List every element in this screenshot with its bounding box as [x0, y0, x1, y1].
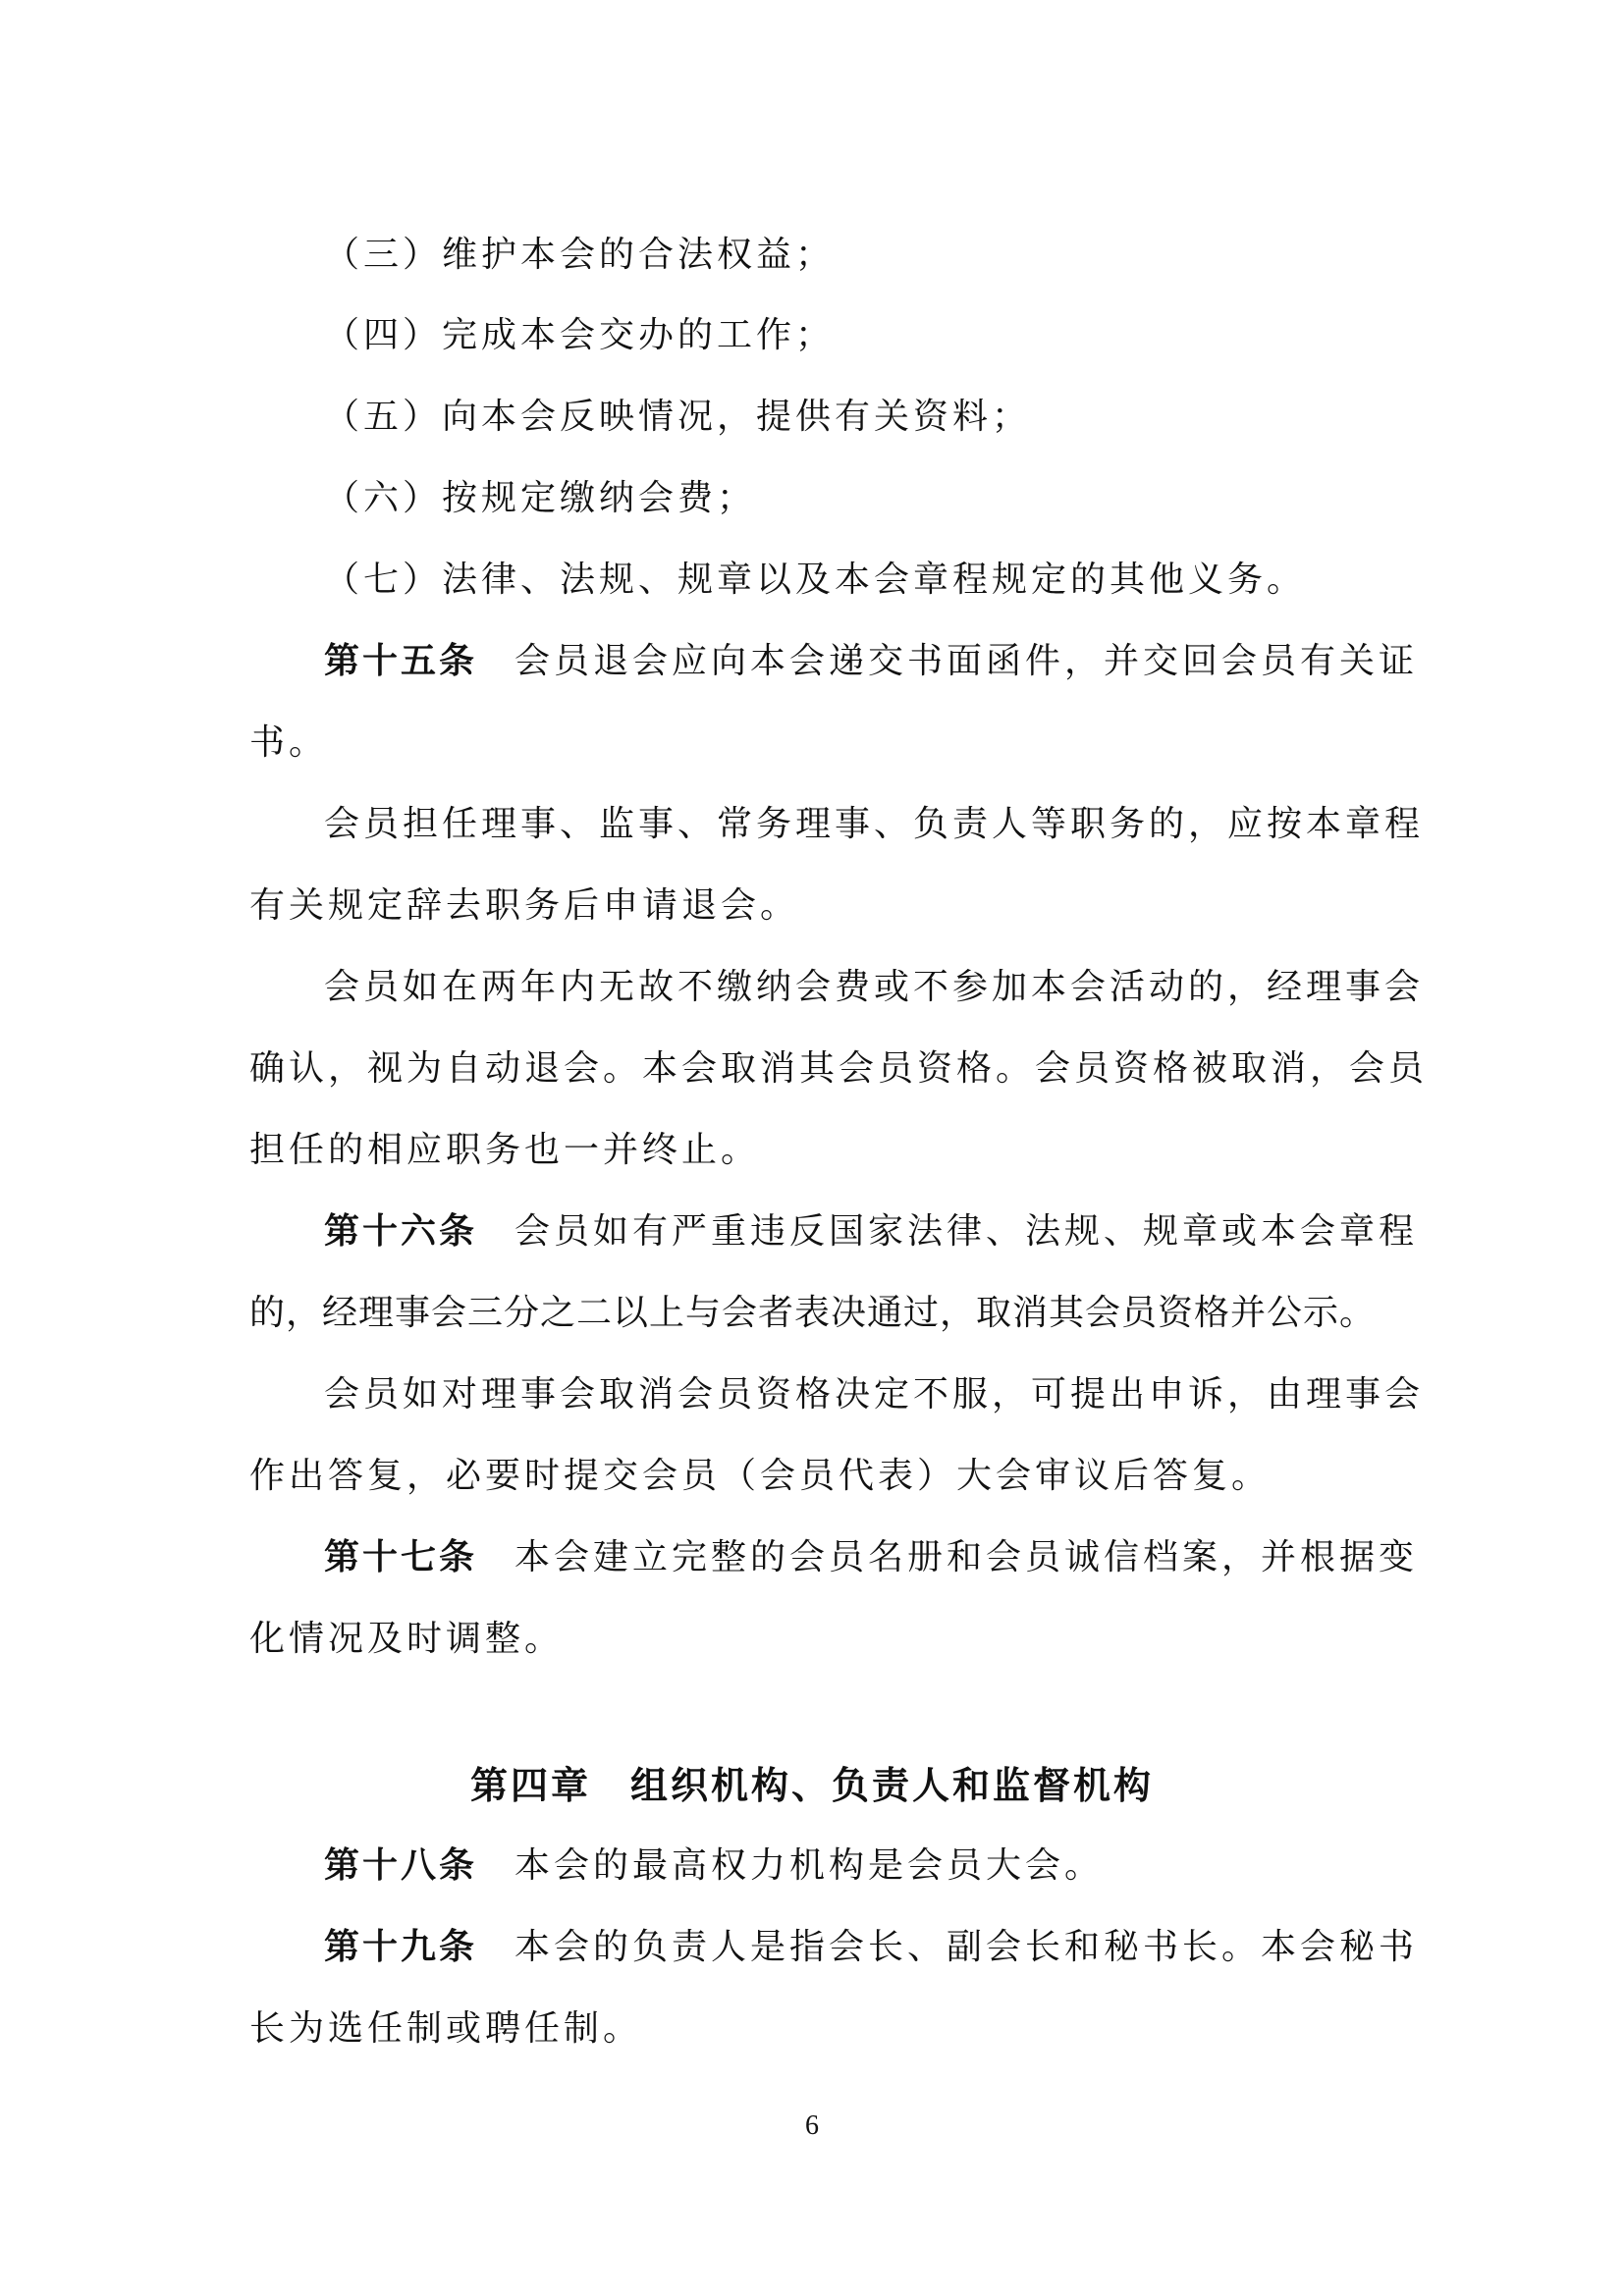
obligation-item-7: （七）法律、法规、规章以及本会章程规定的其他义务。 [324, 560, 1307, 600]
article-16-line-1 [324, 1208, 1463, 1255]
article-15-para-2-line-2: 有关规定辞去职务后申请退会。 [249, 885, 800, 926]
page-number: 6 [805, 2110, 819, 2141]
article-15-para-3-line-3: 担任的相应职务也一并终止。 [249, 1130, 761, 1170]
article-16-para-2-line-1: 会员如对理事会取消会员资格决定不服，可提出申诉，由理事会 [324, 1374, 1425, 1415]
obligation-item-3: （三）维护本会的合法权益； [324, 235, 836, 275]
article-15-para-3-line-1: 会员如在两年内无故不缴纳会费或不参加本会活动的，经理事会 [324, 967, 1425, 1007]
article-15-text-1: 会员退会应向本会递交书面函件，并交回会员有关证 [514, 641, 1419, 681]
article-18-label: 第十八条 [324, 1845, 478, 1886]
chapter-heading [0, 1761, 1624, 1810]
chapter-title: 组织机构、负责人和监督机构 [630, 1764, 1155, 1807]
obligation-item-6: （六）按规定缴纳会费； [324, 478, 757, 518]
article-17-line-1 [324, 1534, 1463, 1581]
article-16-label: 第十六条 [324, 1211, 478, 1252]
article-15-line-1 [324, 638, 1463, 685]
article-17-text-1: 本会建立完整的会员名册和会员诚信档案，并根据变 [514, 1537, 1419, 1577]
article-16-para-2-line-2: 作出答复，必要时提交会员（会员代表）大会审议后答复。 [249, 1456, 1272, 1496]
article-15-para-3-line-2: 确认，视为自动退会。本会取消其会员资格。会员资格被取消，会员 [249, 1048, 1429, 1089]
chapter-number: 第四章 [469, 1764, 591, 1807]
article-16-text-1: 会员如有严重违反国家法律、法规、规章或本会章程 [514, 1211, 1419, 1252]
article-19-line-2: 长为选任制或聘任制。 [249, 2008, 643, 2049]
article-15-line-2: 书。 [249, 722, 329, 763]
obligation-item-5: （五）向本会反映情况，提供有关资料； [324, 397, 1032, 437]
article-17-line-2: 化情况及时调整。 [249, 1619, 565, 1659]
article-18-text-1: 本会的最高权力机构是会员大会。 [514, 1845, 1105, 1886]
article-16-line-2: 的，经理事会三分之二以上与会者表决通过，取消其会员资格并公示。 [249, 1293, 1377, 1333]
article-17-label: 第十七条 [324, 1537, 478, 1577]
article-18-line-1 [324, 1842, 1463, 1890]
article-19-line-1 [324, 1924, 1463, 1971]
obligation-item-4: （四）完成本会交办的工作； [324, 315, 836, 355]
article-15-label: 第十五条 [324, 641, 478, 681]
article-19-label: 第十九条 [324, 1927, 478, 1967]
article-15-para-2-line-1: 会员担任理事、监事、常务理事、负责人等职务的，应按本章程 [324, 804, 1425, 844]
article-19-text-1: 本会的负责人是指会长、副会长和秘书长。本会秘书 [514, 1927, 1419, 1967]
